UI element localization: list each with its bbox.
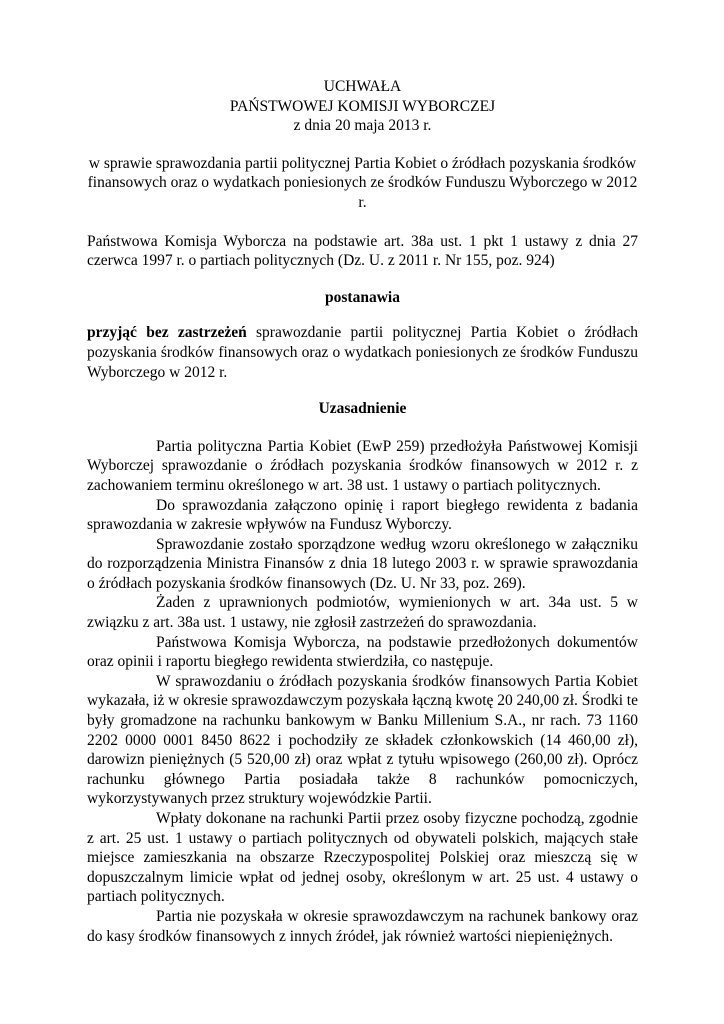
- document-header: [87, 77, 638, 136]
- justification-paragraph: Partia polityczna Partia Kobiet (EwP 259) przedłożyła Państwowej Komisji Wyborczej sprawozdanie o źródłach pozyskania środków finansowych w 2012 r. z zachowaniem terminu określonego w art. 38 ust. 1 ustawy o partiach politycznych.: [87, 437, 638, 494]
- document-type: UCHWAŁA: [323, 78, 402, 95]
- justification-paragraph: Do sprawozdania załączono opinię i raport biegłego rewidenta z badania sprawozdania w zakresie wpływów na Fundusz Wyborczy.: [87, 496, 638, 534]
- decision-bold: przyjąć bez zastrzeżeń: [87, 324, 247, 342]
- decides-heading: postanawia: [325, 288, 400, 306]
- justification-heading: Uzasadnienie: [318, 400, 407, 418]
- document-subject: w sprawie sprawozdania partii politycznej Partia Kobiet o źródłach pozyskania środków finansowych oraz o wydatkach poniesionych ze środków Funduszu Wyborczego w 2012 r.: [87, 154, 638, 211]
- legal-basis: Państwowa Komisja Wyborcza na podstawie art. 38a ust. 1 pkt 1 ustawy z dnia 27 czerwca 1997 r. o partiach politycznych (Dz. U. z 2011 r. Nr 155, poz. 924): [87, 232, 638, 270]
- decision-rest: sprawozdanie partii politycznej Partia Kobiet o źródłach pozyskania środków finansowych oraz o wydatkach poniesionych ze środków Funduszu Wyborczego w 2012 r.: [87, 324, 638, 381]
- justification-paragraph: W sprawozdaniu o źródłach pozyskania środków finansowych Partia Kobiet wykazała, iż w okresie sprawozdawczym pozyskała łączną kwotę 20 240,00 zł. Środki te były gromadzone na rachunku bankowym w Banku Millenium S.A., nr rach. 73 1160 2202 0000 0001 8450 8622 i pochodziły ze składek członkowskich (14 460,00 zł), darowizn pieniężnych (5 520,00 zł) oraz wpłat z tytułu wpisowego (260,00 zł). Oprócz rachunku głównego Partia posiadała także 8 rachunków pomocniczych, wykorzystywanych przez struktury wojewódzkie Partii.: [87, 672, 638, 808]
- issuing-body: PAŃSTWOWEJ KOMISJI WYBORCZEJ: [229, 97, 496, 115]
- document-body: [87, 77, 638, 946]
- justification-paragraph: Wpłaty dokonane na rachunki Partii przez osoby fizyczne pochodzą, zgodnie z art. 25 ust. 1 ustawy o partiach politycznych od obywateli polskich, mających stałe miejsce zamieszkania na obszarze Rzeczypospolitej Polskiej oraz mieszczą się w dopuszczalnym limicie wpłat od jednej osoby, określonym w art. 25 ust. 4 ustawy o partiach politycznych.: [87, 810, 638, 906]
- document-date: z dnia 20 maja 2013 r.: [293, 117, 432, 135]
- justification-paragraph: Żaden z uprawnionych podmiotów, wymienionych w art. 34a ust. 5 w związku z art. 38a ust. 1 ustawy, nie zgłosił zastrzeżeń do sprawozdania.: [87, 594, 638, 632]
- justification-paragraph: Sprawozdanie zostało sporządzone według wzoru określonego w załączniku do rozporządzenia Ministra Finansów z dnia 18 lutego 2003 r. w sprawie sprawozdania o źródłach pozyskania środków finansowych (Dz. U. Nr 33, poz. 269).: [87, 535, 638, 592]
- justification-paragraph: Państwowa Komisja Wyborcza, na podstawie przedłożonych dokumentów oraz opinii i raportu biegłego rewidenta stwierdziła, co następuje.: [87, 633, 638, 671]
- justification-paragraph: Partia nie pozyskała w okresie sprawozdawczym na rachunek bankowy oraz do kasy środków finansowych z innych źródeł, jak również wartości niepieniężnych.: [87, 907, 638, 945]
- decision-text: [87, 323, 638, 382]
